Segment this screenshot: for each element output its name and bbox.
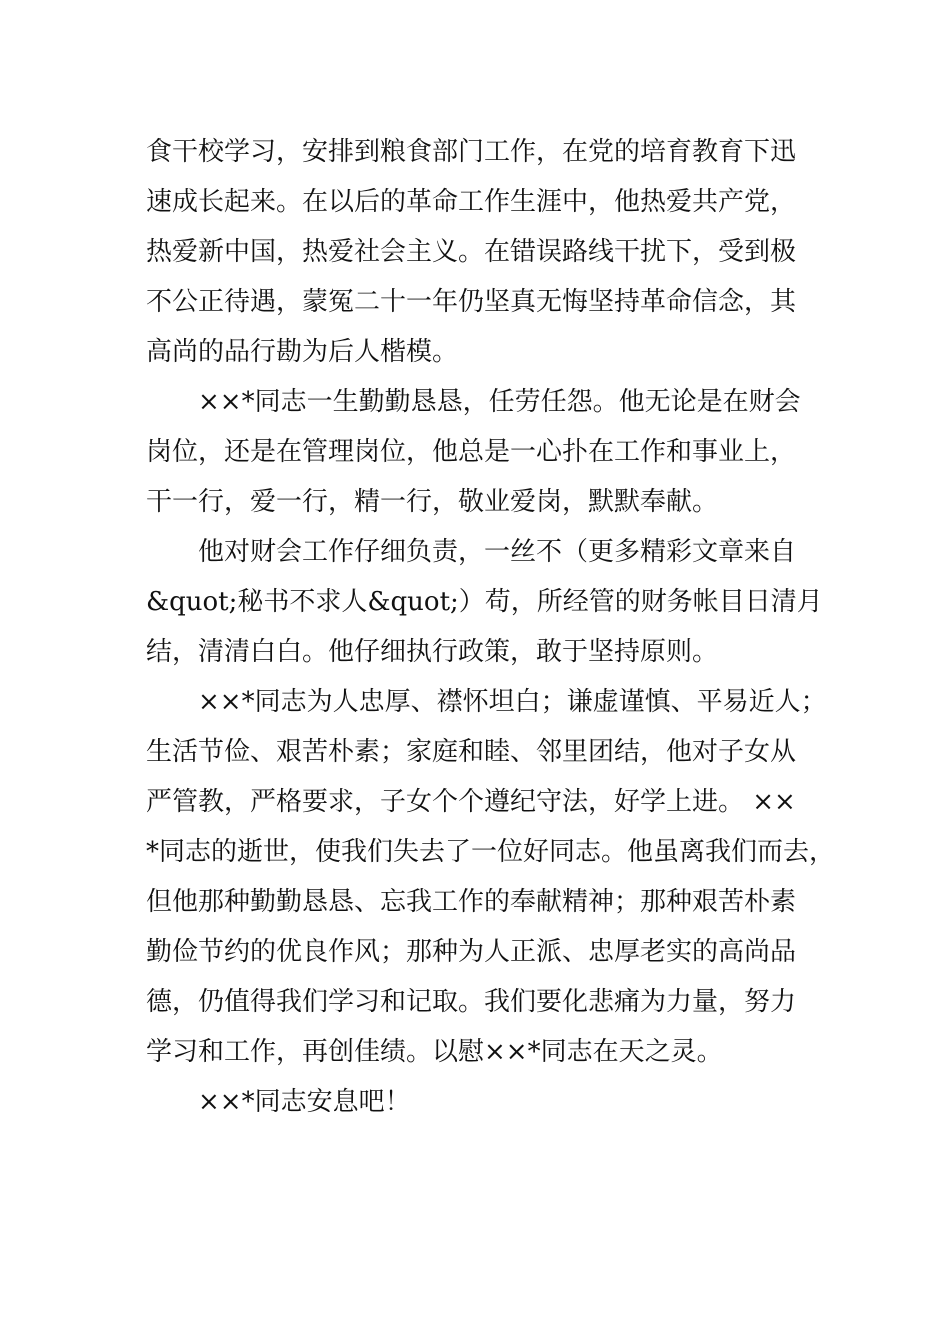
text-line: 热爱新中国，热爱社会主义。在错误路线干扰下，受到极 xyxy=(146,237,797,267)
paragraph-start-line: ××*同志为人忠厚、襟怀坦白；谦虚谨慎、平易近人； xyxy=(198,687,827,717)
paragraph-start-line: ××*同志一生勤勤恳恳，任劳任怨。他无论是在财会 xyxy=(198,387,801,417)
document-body xyxy=(146,127,836,1127)
text-line: 但他那种勤勤恳恳、忘我工作的奉献精神；那种艰苦朴素 xyxy=(146,887,797,917)
closing-line: ××*同志安息吧！ xyxy=(198,1087,411,1117)
text-line: 学习和工作，再创佳绩。以慰××*同志在天之灵。 xyxy=(146,1037,723,1067)
text-line: 严管教，严格要求，子女个个遵纪守法，好学上进。 ×× xyxy=(146,787,796,817)
text-line: 德，仍值得我们学习和记取。我们要化悲痛为力量，努力 xyxy=(146,987,797,1017)
text-line: *同志的逝世，使我们失去了一位好同志。他虽离我们而去， xyxy=(146,837,836,867)
text-line: 岗位，还是在管理岗位，他总是一心扑在工作和事业上， xyxy=(146,437,797,467)
text-line: 勤俭节约的优良作风；那种为人正派、忠厚老实的高尚品 xyxy=(146,937,797,967)
text-line: 食干校学习，安排到粮食部门工作，在党的培育教育下迅 xyxy=(146,137,797,167)
text-line: 生活节俭、艰苦朴素；家庭和睦、邻里团结，他对子女从 xyxy=(146,737,797,767)
text-line: 不公正待遇，蒙冤二十一年仍坚真无悔坚持革命信念，其 xyxy=(146,287,797,317)
text-line: 结，清清白白。他仔细执行政策，敢于坚持原则。 xyxy=(146,637,719,667)
text-line: 速成长起来。在以后的革命工作生涯中，他热爱共产党， xyxy=(146,187,797,217)
paragraph-start-line: 他对财会工作仔细负责，一丝不（更多精彩文章来自 xyxy=(198,537,797,567)
text-line: &quot;秘书不求人&quot;）苟，所经管的财务帐目日清月 xyxy=(146,587,823,617)
text-line: 干一行，爱一行，精一行，敬业爱岗，默默奉献。 xyxy=(146,487,719,517)
text-line: 高尚的品行勘为后人楷模。 xyxy=(146,337,459,367)
